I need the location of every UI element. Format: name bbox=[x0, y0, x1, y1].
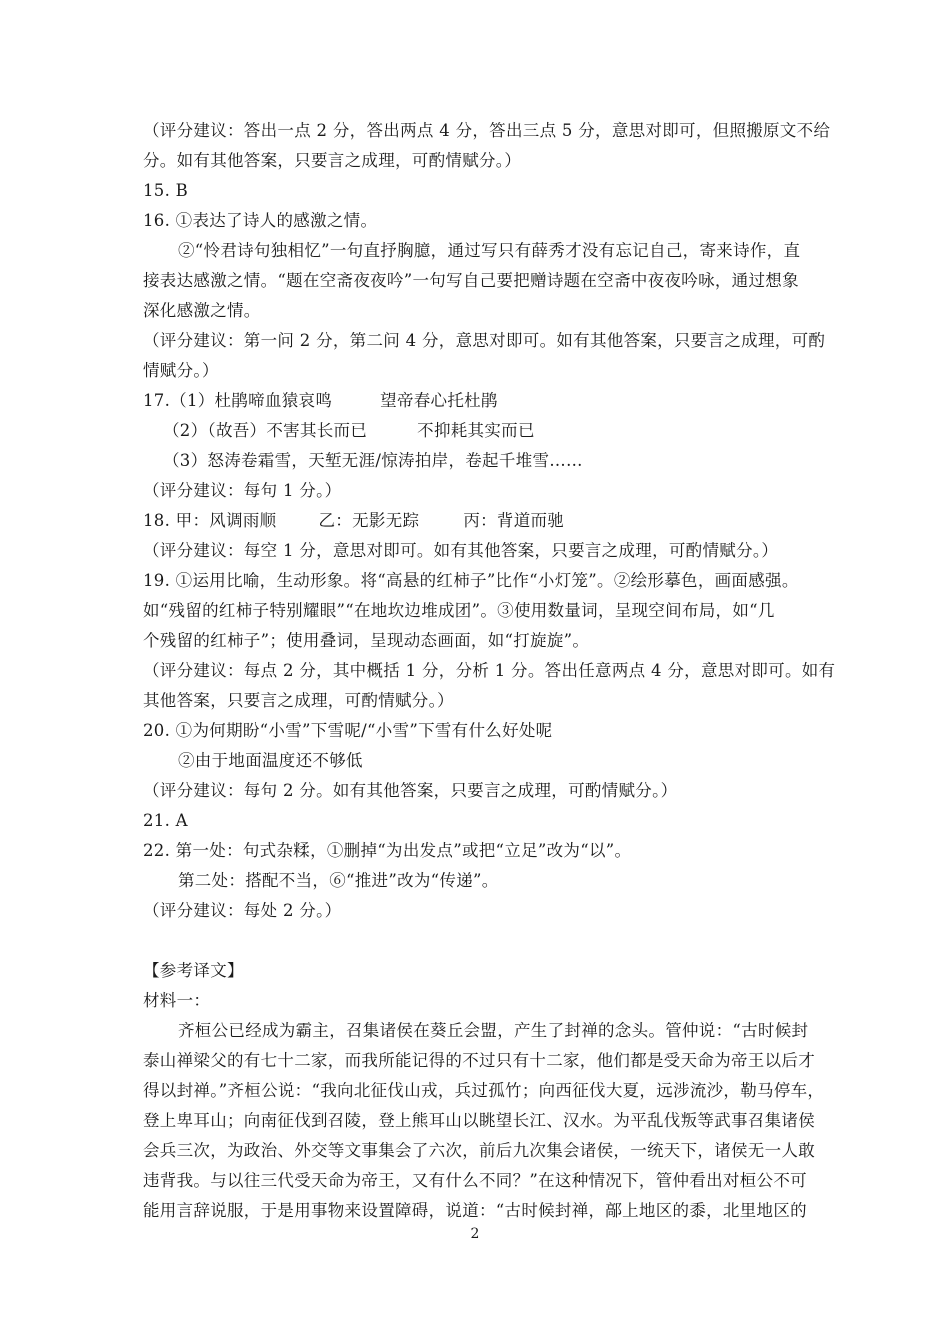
text-line: （评分建议：每空 1 分，意思对即可。如有其他答案，只要言之成理，可酌情赋分。） bbox=[143, 541, 779, 560]
text-line: 如“残留的红柿子特别耀眼”“在地坎边堆成团”。③使用数量词，呈现空间布局，如“几 bbox=[143, 601, 775, 620]
text-line: 个残留的红柿子”；使用叠词，呈现动态画面，如“打旋旋”。 bbox=[143, 631, 590, 650]
text-line bbox=[143, 386, 808, 416]
page-number: 2 bbox=[470, 1226, 480, 1242]
text-line: 情赋分。） bbox=[143, 361, 219, 380]
answer-part: 不抑耗其实而已 bbox=[417, 421, 535, 440]
text-line: 能用言辞说服，于是用事物来设置障碍，说道：“古时候封禅，鄗上地区的黍，北里地区的 bbox=[143, 1201, 807, 1220]
text-line: （评分建议：每句 1 分。） bbox=[143, 481, 342, 500]
text-line: 19. ①运用比喻，生动形象。将“高悬的红柿子”比作“小灯笼”。②绘形摹色，画面感强。 bbox=[143, 571, 799, 590]
answer-part: 乙：无影无踪 bbox=[318, 511, 420, 530]
text-line: 20. ①为何期盼“小雪”下雪呢/“小雪”下雪有什么好处呢 bbox=[143, 721, 553, 740]
text-line: 得以封禅。”齐桓公说：“我向北征伐山戎，兵过孤竹；向西征伐大夏，远涉流沙，勒马停车， bbox=[143, 1081, 825, 1100]
text-line: ②“怜君诗句独相忆”一句直抒胸臆，通过写只有薛秀才没有忘记自己，寄来诗作，直 bbox=[178, 241, 801, 260]
text-line: 分。如有其他答案，只要言之成理，可酌情赋分。） bbox=[143, 151, 522, 170]
answer-part: 17.（1）杜鹃啼血猿哀鸣 bbox=[143, 391, 333, 410]
text-line: 泰山禅梁父的有七十二家，而我所能记得的不过只有十二家，他们都是受天命为帝王以后才 bbox=[143, 1051, 815, 1070]
section-heading: 【参考译文】 bbox=[143, 961, 244, 980]
text-line: 16. ①表达了诗人的感激之情。 bbox=[143, 211, 378, 230]
answer-part: （2）（故吾）不害其长而已 bbox=[163, 421, 368, 440]
text-line: 22. 第一处：句式杂糅，①删掉“为出发点”或把“立足”改为“以”。 bbox=[143, 841, 632, 860]
text-line: 齐桓公已经成为霸主，召集诸侯在葵丘会盟，产生了封禅的念头。管仲说：“古时候封 bbox=[178, 1021, 809, 1040]
text-line: 21. A bbox=[143, 811, 188, 830]
text-line bbox=[143, 506, 808, 536]
text-line: （3）怒涛卷霜雪，天堑无涯/惊涛拍岸，卷起千堆雪…… bbox=[163, 451, 583, 470]
text-line: 违背我。与以往三代受天命为帝王，又有什么不同？”在这种情况下，管仲看出对桓公不可 bbox=[143, 1171, 807, 1190]
text-line: （评分建议：每处 2 分。） bbox=[143, 901, 342, 920]
text-line: （评分建议：每句 2 分。如有其他答案，只要言之成理，可酌情赋分。） bbox=[143, 781, 678, 800]
text-line: 接表达感激之情。“题在空斋夜夜吟”一句写自己要把赠诗题在空斋中夜夜吟咏，通过想象 bbox=[143, 271, 799, 290]
text-line: 其他答案，只要言之成理，可酌情赋分。） bbox=[143, 691, 454, 710]
answer-part: 望帝春心托杜鹃 bbox=[380, 391, 498, 410]
text-line: （评分建议：第一问 2 分，第二问 4 分，意思对即可。如有其他答案，只要言之成理，可酌 bbox=[143, 331, 826, 350]
text-line: （评分建议：每点 2 分，其中概括 1 分，分析 1 分。答出任意两点 4 分，意思对即可。如有 bbox=[143, 661, 836, 680]
text-line: 15. B bbox=[143, 181, 189, 200]
text-line: 深化感激之情。 bbox=[143, 301, 261, 320]
answer-part: 18. 甲：风调雨顺 bbox=[143, 511, 277, 530]
text-line: 登上卑耳山；向南征伐到召陵，登上熊耳山以眺望长江、汉水。为平乱伐叛等武事召集诸侯 bbox=[143, 1111, 815, 1130]
text-line bbox=[163, 416, 808, 446]
answer-part: 丙：背道而驰 bbox=[463, 511, 565, 530]
text-line: 会兵三次，为政治、外交等文事集会了六次，前后九次集会诸侯，一统天下，诸侯无一人敢 bbox=[143, 1141, 815, 1160]
text-line: 第二处：搭配不当，⑥“推进”改为“传递”。 bbox=[178, 871, 499, 890]
material-label: 材料一： bbox=[143, 991, 211, 1010]
text-line: ②由于地面温度还不够低 bbox=[178, 751, 363, 770]
text-line: （评分建议：答出一点 2 分，答出两点 4 分，答出三点 5 分，意思对即可，但照搬原文不给 bbox=[143, 121, 831, 140]
